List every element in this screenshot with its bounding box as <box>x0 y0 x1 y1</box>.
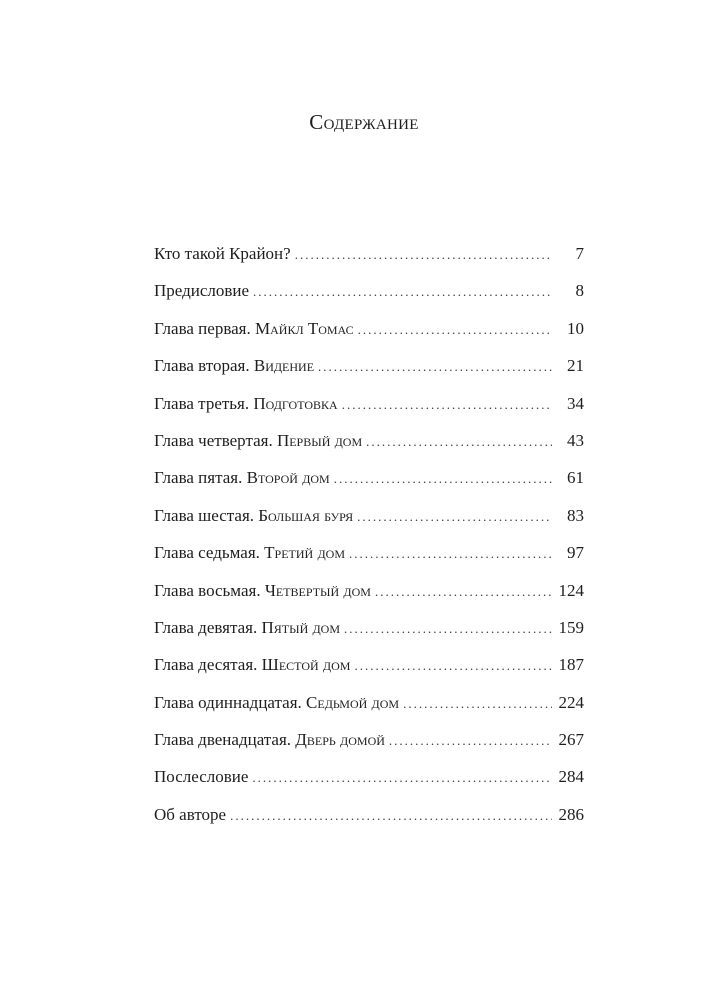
toc-entry-heading: Седьмой дом <box>306 692 400 712</box>
toc-entry-prefix: Глава одиннадцатая. <box>154 692 307 712</box>
toc-entry-0 <box>154 243 584 280</box>
toc-page-number: 21 <box>567 356 584 376</box>
toc-entry-label <box>154 467 330 489</box>
toc-entry-label <box>154 505 353 527</box>
toc-page-number: 34 <box>567 393 584 413</box>
toc-entry-label <box>154 804 226 826</box>
toc-entry-heading: Второй дом <box>246 468 330 488</box>
toc-entry-4 <box>154 393 584 430</box>
toc-entry-8 <box>154 542 584 579</box>
toc-entry-10 <box>154 617 584 654</box>
toc-entry-heading: Майкл Томас <box>255 318 354 338</box>
toc-leader-dots <box>389 730 552 752</box>
toc-page-number: 286 <box>558 804 584 824</box>
toc-entry-label <box>154 243 291 265</box>
toc-entry-15 <box>154 804 584 841</box>
toc-entry-prefix: Глава четвертая. <box>154 430 277 450</box>
toc-leader-dots <box>358 319 552 341</box>
toc-page-number: 224 <box>558 692 584 712</box>
toc-entry-11 <box>154 654 584 691</box>
toc-entry-3 <box>154 355 584 392</box>
toc-entry-label <box>154 617 340 639</box>
toc-leader-dots <box>344 618 552 640</box>
toc-entry-12 <box>154 692 584 729</box>
toc-entry-prefix: Глава двенадцатая. <box>154 730 296 750</box>
toc-entry-prefix: Глава девятая. <box>154 617 262 637</box>
toc-entry-prefix: Глава шестая. <box>154 505 259 525</box>
toc-entry-9 <box>154 580 584 617</box>
toc-leader-dots <box>318 356 552 378</box>
toc-entry-1 <box>154 280 584 317</box>
toc-entry-label <box>154 580 371 602</box>
toc-leader-dots <box>295 244 552 266</box>
toc-leader-dots <box>252 767 552 789</box>
toc-entry-label <box>154 393 338 415</box>
toc-page-number: 97 <box>567 543 584 563</box>
toc-entry-7 <box>154 505 584 542</box>
toc-leader-dots <box>403 693 552 715</box>
toc-entry-prefix: Предисловие <box>154 281 250 301</box>
toc-entry-heading: Первый дом <box>276 430 363 450</box>
toc-entry-prefix: Об авторе <box>154 804 227 824</box>
toc-leader-dots <box>334 468 552 490</box>
toc-page-number: 159 <box>558 617 584 637</box>
toc-page-number: 43 <box>567 430 584 450</box>
toc-page-number: 124 <box>558 580 584 600</box>
toc-page-number: 8 <box>575 281 584 301</box>
toc-page-number: 61 <box>567 468 584 488</box>
toc-entry-label <box>154 766 248 788</box>
toc-entry-prefix: Глава седьмая. <box>154 543 265 563</box>
toc-entry-label <box>154 542 345 564</box>
toc-entry-prefix: Глава третья. <box>154 393 254 413</box>
toc-entry-heading: Видение <box>253 356 315 376</box>
toc-entry-heading: Дверь домой <box>295 730 385 750</box>
toc-entry-heading: Подготовка <box>253 393 338 413</box>
toc-entry-heading: Четвертый дом <box>264 580 371 600</box>
toc-entry-prefix: Глава первая. <box>154 318 255 338</box>
toc-entry-prefix: Кто такой Крайон? <box>154 244 291 263</box>
toc-entry-label <box>154 280 249 302</box>
toc-entry-heading: Шестой дом <box>261 655 351 675</box>
toc-entry-2 <box>154 318 584 355</box>
table-of-contents <box>154 243 584 841</box>
page-title: Содержание <box>309 110 419 134</box>
toc-entry-prefix: Глава восьмая. <box>154 580 265 600</box>
toc-entry-label <box>154 692 399 714</box>
toc-page-number: 83 <box>567 505 584 525</box>
toc-leader-dots <box>230 805 552 827</box>
toc-entry-prefix: Глава вторая. <box>154 356 254 376</box>
toc-entry-prefix: Глава десятая. <box>154 655 262 675</box>
toc-entry-heading: Третий дом <box>264 543 345 563</box>
toc-entry-prefix: Глава пятая. <box>154 468 247 488</box>
toc-entry-label <box>154 729 385 751</box>
toc-entry-14 <box>154 766 584 803</box>
toc-page-number: 10 <box>567 318 584 338</box>
toc-leader-dots <box>342 394 552 416</box>
toc-entry-13 <box>154 729 584 766</box>
toc-leader-dots <box>253 281 552 303</box>
toc-leader-dots <box>357 506 552 528</box>
toc-entry-heading: Пятый дом <box>261 617 341 637</box>
toc-entry-label <box>154 355 314 377</box>
toc-page-number: 267 <box>558 730 584 750</box>
toc-entry-5 <box>154 430 584 467</box>
toc-page-number: 187 <box>558 655 584 675</box>
toc-leader-dots <box>375 581 552 603</box>
toc-entry-label <box>154 654 350 676</box>
toc-page-number: 7 <box>575 244 584 263</box>
toc-entry-label <box>154 430 362 452</box>
toc-entry-label <box>154 318 354 340</box>
toc-page-number: 284 <box>558 767 584 787</box>
toc-entry-heading: Большая буря <box>258 505 354 525</box>
toc-leader-dots <box>354 655 552 677</box>
toc-leader-dots <box>349 543 552 565</box>
toc-entry-prefix: Послесловие <box>154 767 249 787</box>
toc-leader-dots <box>366 431 552 453</box>
toc-entry-6 <box>154 467 584 504</box>
